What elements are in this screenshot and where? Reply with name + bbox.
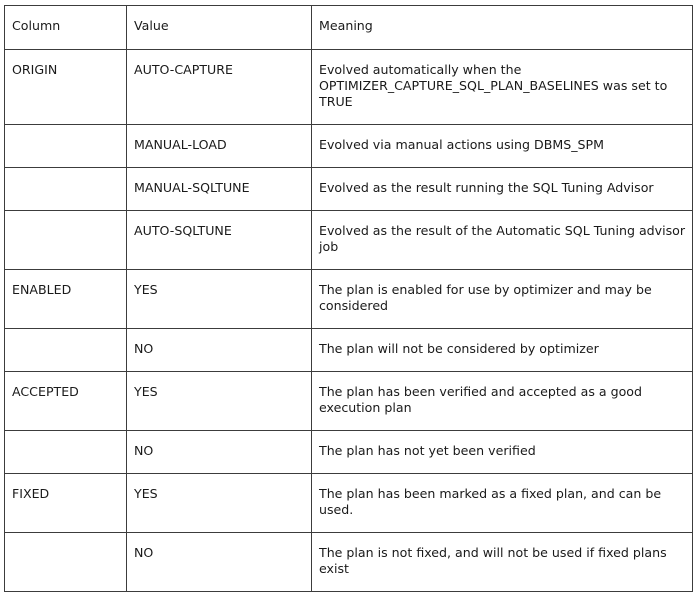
cell-meaning: The plan has not yet been verified	[312, 431, 693, 474]
table-row	[5, 211, 693, 270]
cell-column: FIXED	[5, 474, 127, 533]
table-row	[5, 372, 693, 431]
cell-column: ORIGIN	[5, 50, 127, 125]
cell-value: YES	[127, 474, 312, 533]
cell-value: NO	[127, 329, 312, 372]
cell-column	[5, 329, 127, 372]
cell-meaning: The plan has been verified and accepted as a good execution plan	[312, 372, 693, 431]
cell-meaning: Evolved automatically when the OPTIMIZER_CAPTURE_SQL_PLAN_BASELINES was set to TRUE	[312, 50, 693, 125]
cell-meaning: Evolved as the result running the SQL Tuning Advisor	[312, 168, 693, 211]
header-column: Column	[5, 6, 127, 50]
cell-meaning: The plan is not fixed, and will not be used if fixed plans exist	[312, 533, 693, 592]
table-row	[5, 168, 693, 211]
cell-value: NO	[127, 533, 312, 592]
cell-meaning: The plan is enabled for use by optimizer and may be considered	[312, 270, 693, 329]
table-row	[5, 270, 693, 329]
spm-plan-attributes-table	[4, 5, 693, 592]
cell-value: YES	[127, 372, 312, 431]
cell-value: YES	[127, 270, 312, 329]
cell-meaning: Evolved as the result of the Automatic SQL Tuning advisor job	[312, 211, 693, 270]
table-row	[5, 431, 693, 474]
cell-value: MANUAL-SQLTUNE	[127, 168, 312, 211]
table-row	[5, 533, 693, 592]
cell-value: NO	[127, 431, 312, 474]
cell-meaning: The plan has been marked as a fixed plan, and can be used.	[312, 474, 693, 533]
cell-value: AUTO-CAPTURE	[127, 50, 312, 125]
table-row	[5, 329, 693, 372]
table-header-row	[5, 6, 693, 50]
table-row	[5, 50, 693, 125]
cell-column: ACCEPTED	[5, 372, 127, 431]
table-row	[5, 125, 693, 168]
cell-meaning: Evolved via manual actions using DBMS_SPM	[312, 125, 693, 168]
cell-value: MANUAL-LOAD	[127, 125, 312, 168]
cell-column	[5, 125, 127, 168]
cell-value: AUTO-SQLTUNE	[127, 211, 312, 270]
cell-column	[5, 533, 127, 592]
cell-column: ENABLED	[5, 270, 127, 329]
cell-column	[5, 211, 127, 270]
cell-meaning: The plan will not be considered by optimizer	[312, 329, 693, 372]
cell-column	[5, 431, 127, 474]
table-row	[5, 474, 693, 533]
header-meaning: Meaning	[312, 6, 693, 50]
cell-column	[5, 168, 127, 211]
header-value: Value	[127, 6, 312, 50]
